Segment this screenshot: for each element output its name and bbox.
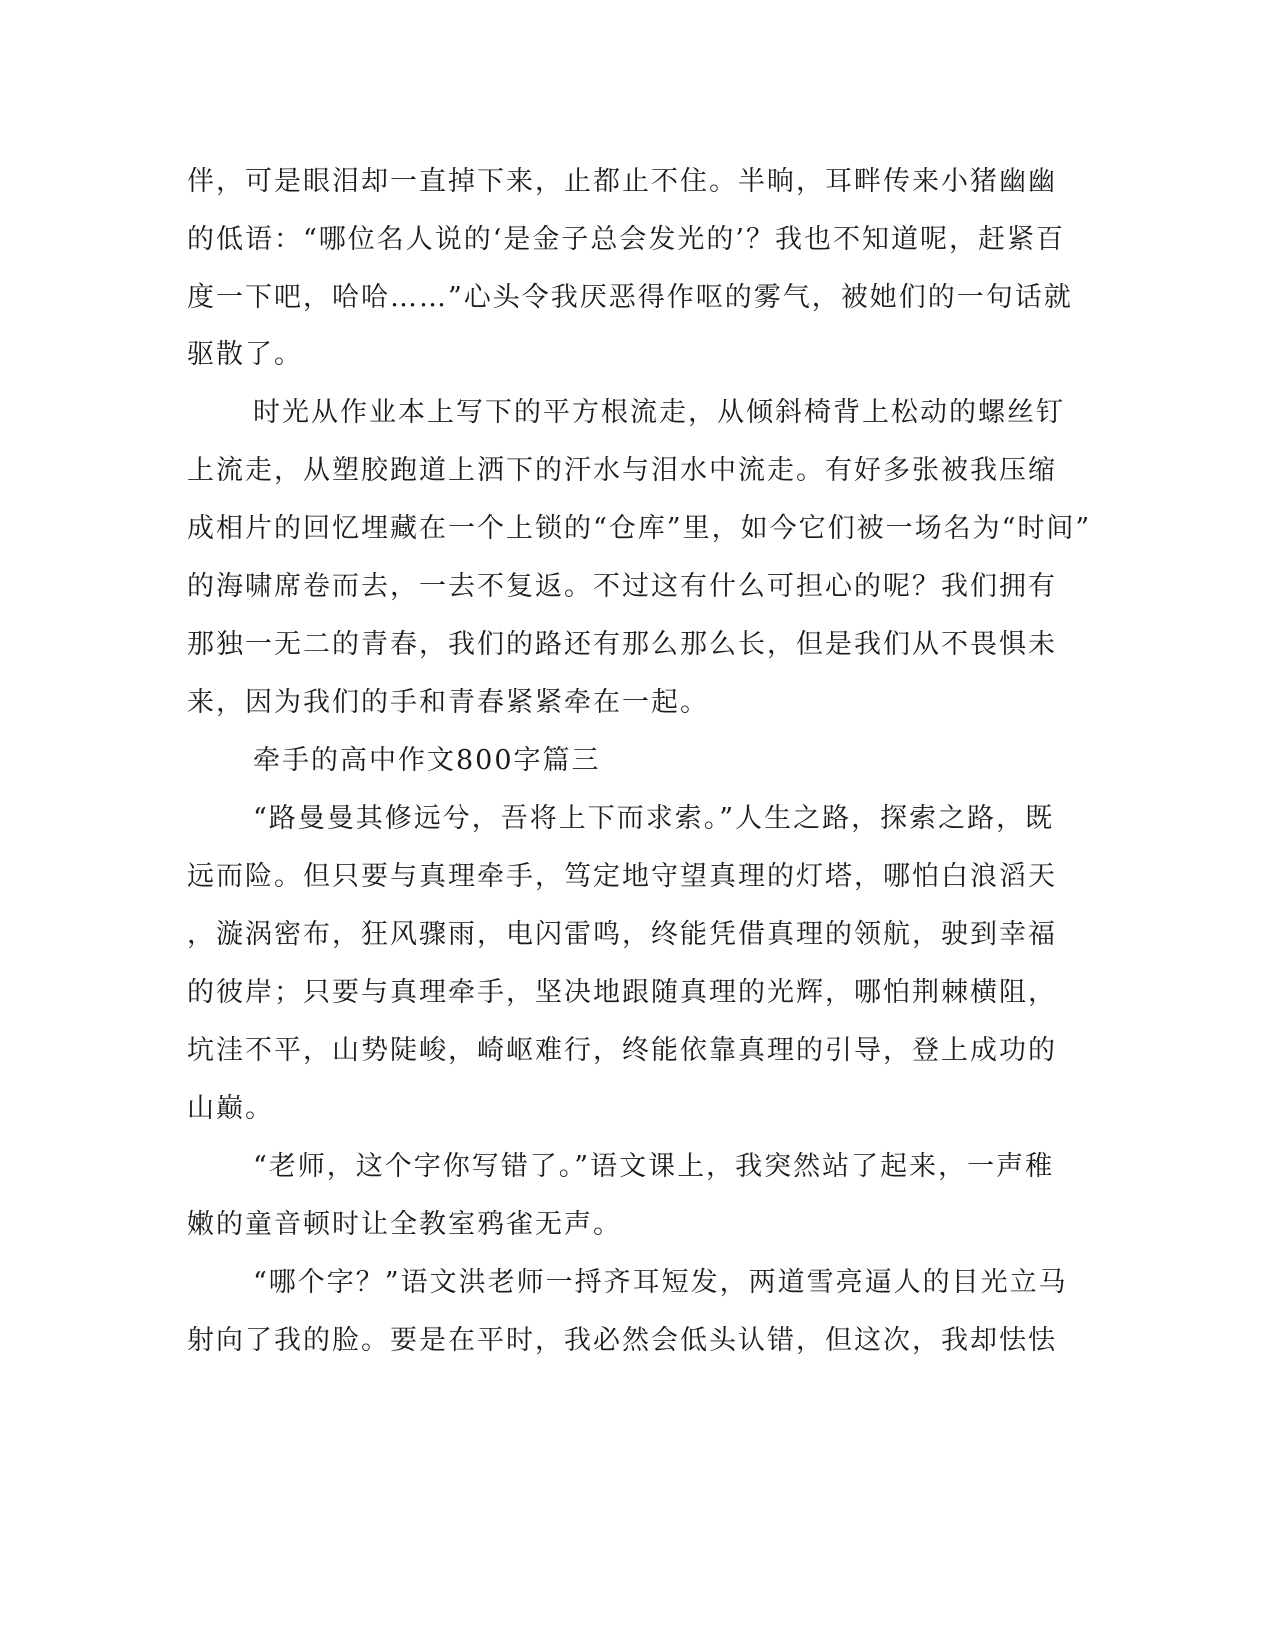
text-line: 伴，可是眼泪却一直掉下来，止都止不住。半晌，耳畔传来小猪幽幽	[187, 166, 1057, 197]
text-line: 成相片的回忆埋藏在一个上锁的“仓库”里，如今它们被一场名为“时间”	[187, 513, 1092, 544]
text-line: 射向了我的脸。要是在平时，我必然会低头认错，但这次，我却怯怯	[187, 1325, 1057, 1356]
text-line: 远而险。但只要与真理牵手，笃定地守望真理的灯塔，哪怕白浪滔天	[187, 861, 1057, 892]
text-line: 的彼岸；只要与真理牵手，坚决地跟随真理的光辉，哪怕荆棘横阻，	[187, 977, 1057, 1008]
paragraph-first-line: 时光从作业本上写下的平方根流走，从倾斜椅背上松动的螺丝钉	[253, 397, 1065, 428]
text-line: 度一下吧，哈哈……”心头令我厌恶得作呕的雾气，被她们的一句话就	[187, 282, 1073, 313]
text-line: ，漩涡密布，狂风骤雨，电闪雷鸣，终能凭借真理的领航，驶到幸福	[187, 919, 1057, 950]
text-line: 的低语：“哪位名人说的‘是金子总会发光的’？我也不知道呢，赶紧百	[187, 224, 1065, 255]
text-line: 山巅。	[187, 1093, 274, 1124]
text-line: 嫩的童音顿时让全教室鸦雀无声。	[187, 1209, 622, 1240]
text-line: 那独一无二的青春，我们的路还有那么那么长，但是我们从不畏惧未	[187, 629, 1057, 660]
text-line: 的海啸席卷而去，一去不复返。不过这有什么可担心的呢？我们拥有	[187, 571, 1057, 602]
paragraph-first-line: “哪个字？”语文洪老师一捋齐耳短发，两道雪亮逼人的目光立马	[253, 1267, 1068, 1298]
paragraph-first-line: “路曼曼其修远兮，吾将上下而求索。”人生之路，探索之路，既	[253, 803, 1055, 834]
paragraph-first-line: “老师，这个字你写错了。”语文课上，我突然站了起来，一声稚	[253, 1151, 1055, 1182]
text-line: 驱散了。	[187, 339, 303, 370]
section-heading: 牵手的高中作文800字篇三	[253, 745, 601, 776]
text-line: 来，因为我们的手和青春紧紧牵在一起。	[187, 687, 709, 718]
text-line: 上流走，从塑胶跑道上洒下的汗水与泪水中流走。有好多张被我压缩	[187, 455, 1057, 486]
text-line: 坑洼不平，山势陡峻，崎岖难行，终能依靠真理的引导，登上成功的	[187, 1035, 1057, 1066]
